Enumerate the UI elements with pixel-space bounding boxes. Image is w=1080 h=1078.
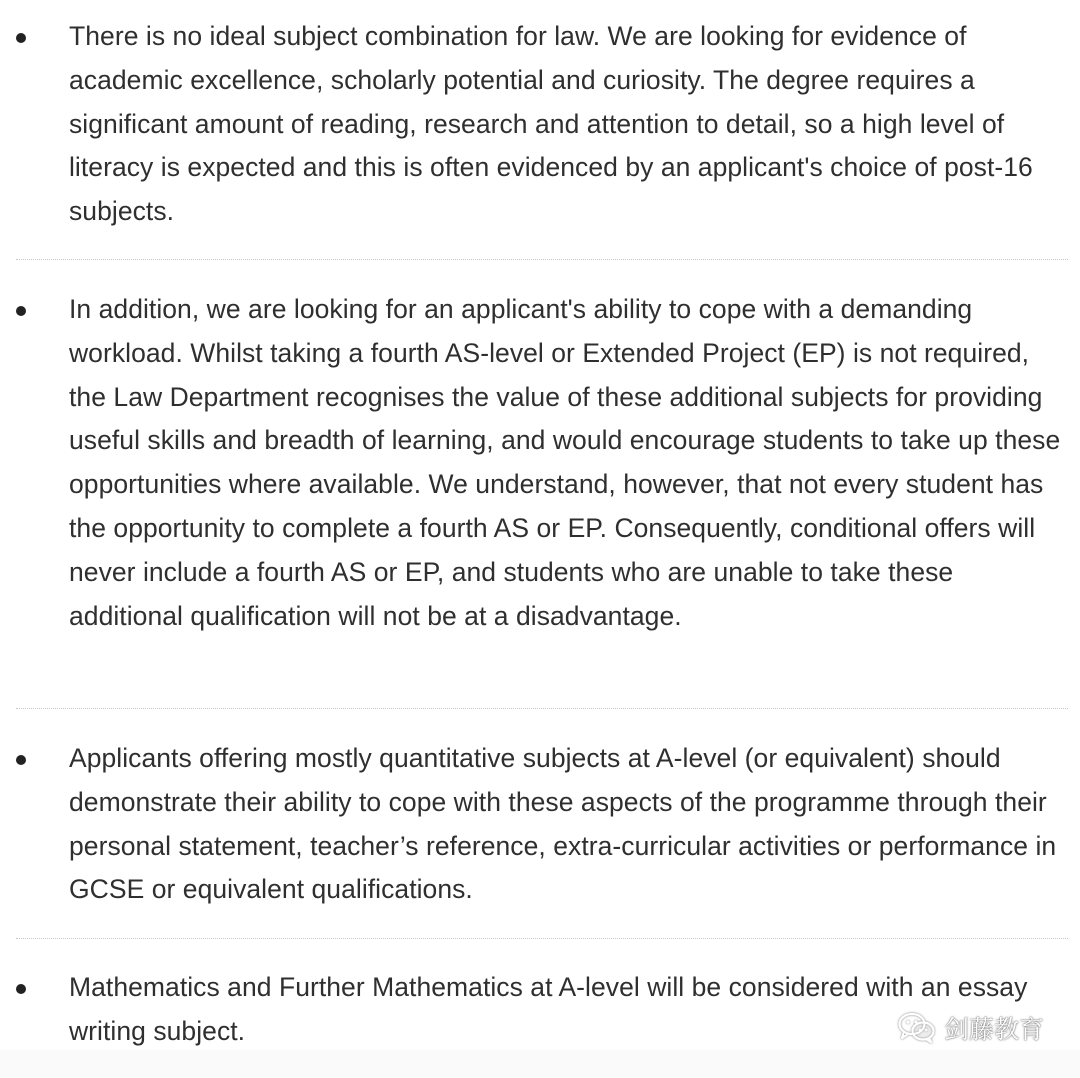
- divider: [16, 259, 1068, 260]
- list-item-text: Mathematics and Further Mathematics at A-level will be considered with an essay writing subject.: [69, 972, 1028, 1046]
- list-item-text: There is no ideal subject combination for law. We are looking for evidence of academic excellence, scholarly potential and curiosity. The degree requires a significant amount of reading, research and attention to detail, so a high level of literacy is expected and this is often evidenced by an applicant's choice of post-16 subjects.: [69, 21, 1033, 227]
- list-item-text: Applicants offering mostly quantitative subjects at A-level (or equivalent) should demonstrate their ability to cope with these aspects of the programme through their personal statement, teacher’s reference, extra-curricular activities or performance in GCSE or equivalent qualifications.: [69, 743, 1057, 905]
- bullet-icon: [16, 984, 26, 994]
- divider: [16, 708, 1068, 709]
- watermark: [898, 1010, 1044, 1046]
- watermark-label: 剑藤教育: [943, 1015, 1044, 1044]
- list-item: [0, 288, 1080, 638]
- divider: [16, 938, 1068, 939]
- list-item: [0, 737, 1080, 912]
- wechat-icon: [898, 1012, 936, 1044]
- list-item-text: In addition, we are looking for an applicant's ability to cope with a demanding workload. Whilst taking a fourth AS-level or Extended Project (EP) is not required, the Law Department recognises the value of these additional subjects for providing useful skills and breadth of learning, and would encourage students to take up these opportunities where available. We understand, however, that not every student has the opportunity to complete a fourth AS or EP. Consequently, conditional offers will never include a fourth AS or EP, and students who are unable to take these additional qualification will not be at a disadvantage.: [69, 294, 1061, 631]
- list-item: [0, 15, 1080, 234]
- bottom-bar: [0, 1050, 1080, 1078]
- bullet-icon: [16, 306, 26, 316]
- bullet-icon: [16, 755, 26, 765]
- bullet-icon: [16, 33, 26, 43]
